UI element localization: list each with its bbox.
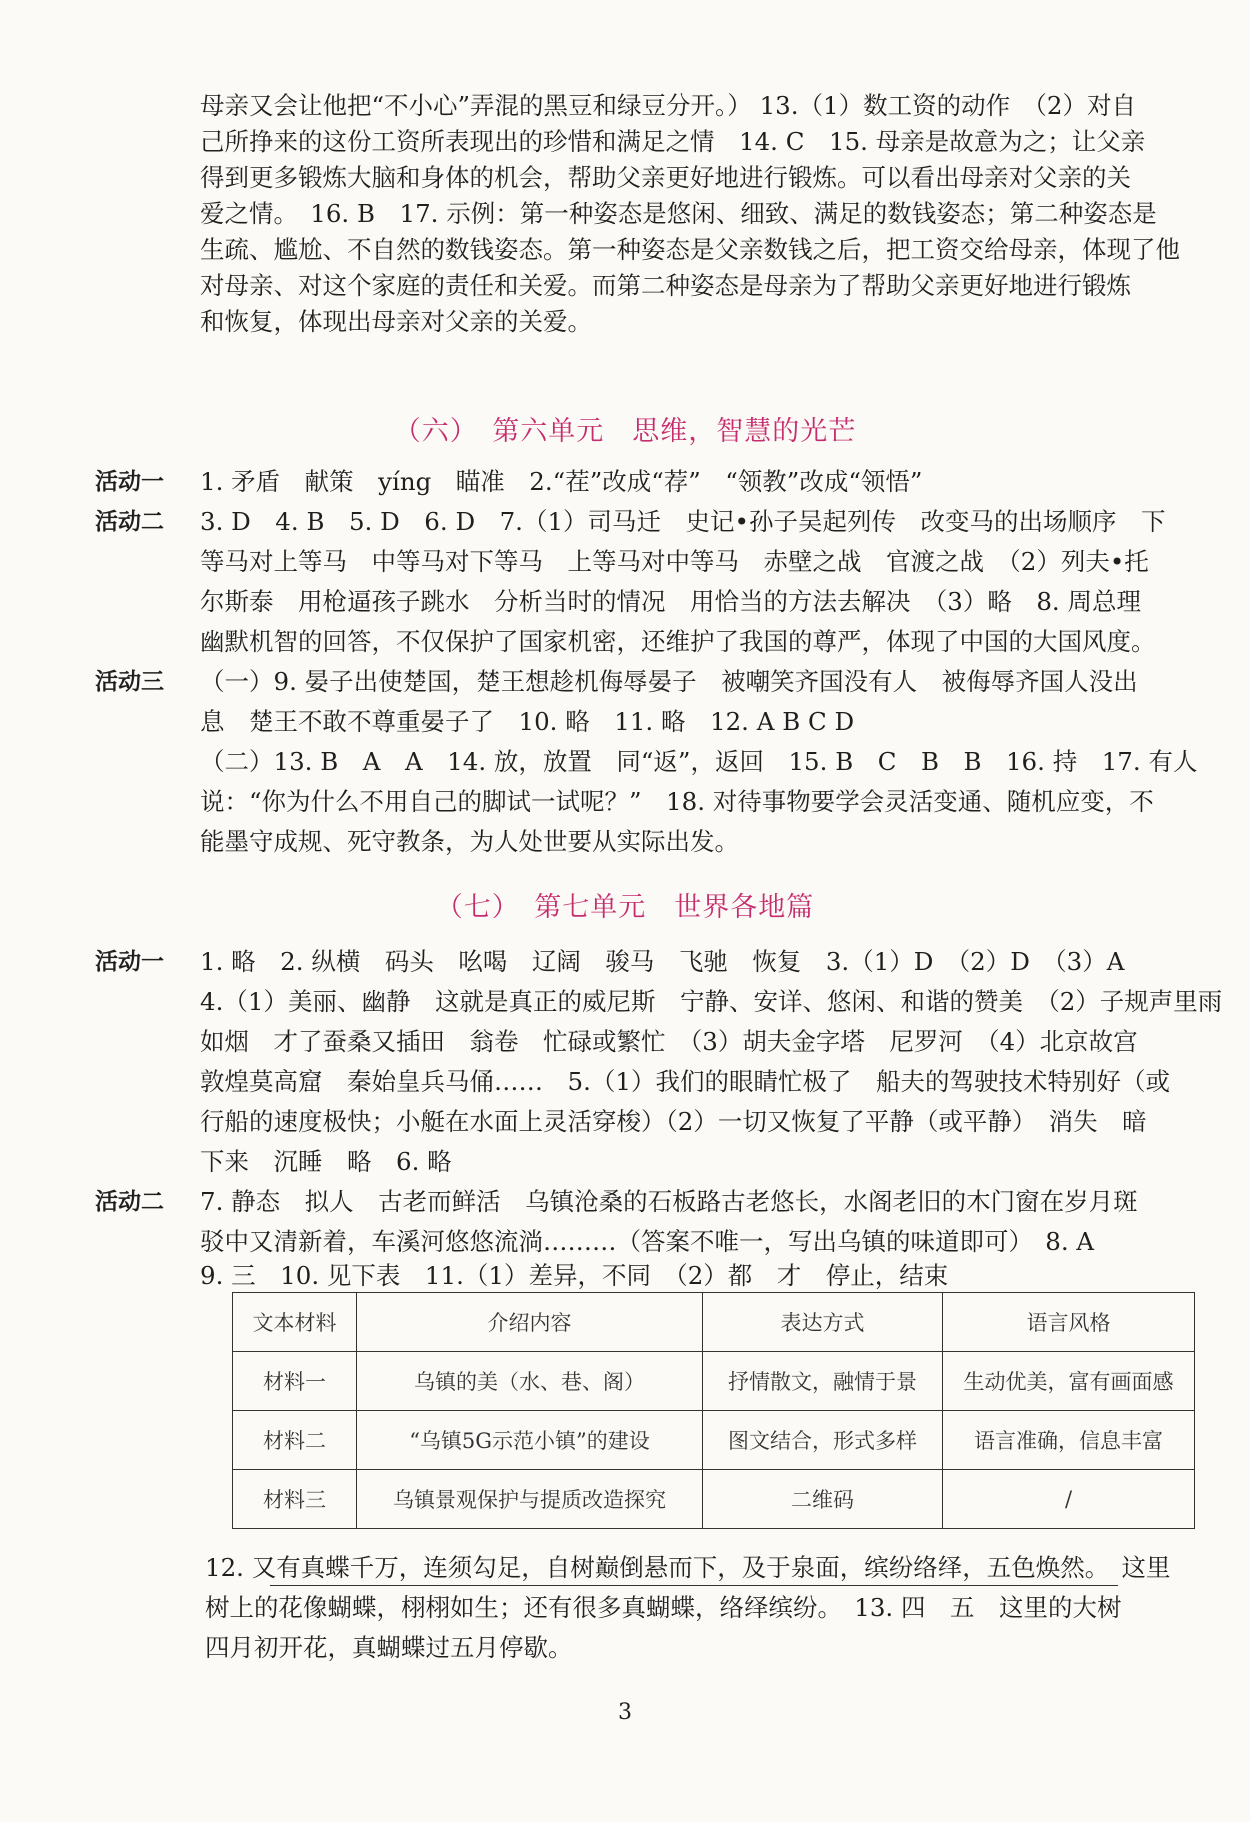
table-header-cell: 介绍内容 (357, 1293, 703, 1352)
unit7-activity1-line-3: 如烟 才了蚕桑又插田 翁卷 忙碌或繁忙 （3）胡夫金字塔 尼罗河 （4）北京故宫 (200, 1027, 1138, 1056)
page-number: 3 (618, 1700, 632, 1725)
intro-line-2: 己所挣来的这份工资所表现出的珍惜和满足之情 14. C 15. 母亲是故意为之；让父亲 (200, 127, 1146, 156)
unit7-activity1-line-2: 4.（1）美丽、幽静 这就是真正的威尼斯 宁静、安详、悠闲、和谐的赞美 （2）子规声里雨 (200, 987, 1223, 1016)
unit6-activity2-line-3: 尔斯泰 用枪逼孩子跳水 分析当时的情况 用恰当的方法去解决 （3）略 8. 周总理 (200, 587, 1141, 616)
table-row (233, 1470, 1195, 1529)
unit6-activity2-line-2: 等马对上等马 中等马对下等马 上等马对中等马 赤壁之战 官渡之战 （2）列夫•托 (200, 547, 1149, 576)
table-cell: 图文结合，形式多样 (703, 1411, 943, 1470)
unit7-tail-line-2: 树上的花像蝴蝶，栩栩如生；还有很多真蝴蝶，络绎缤纷。 13. 四 五 这里的大树 (205, 1593, 1122, 1622)
unit7-activity2-label: 活动二 (95, 1189, 164, 1215)
unit7-activity1-line-6: 下来 沉睡 略 6. 略 (200, 1147, 452, 1176)
table-header-row (233, 1293, 1195, 1352)
unit7-activity1-label: 活动一 (95, 949, 164, 975)
unit6-activity2-line-1: 3. D 4. B 5. D 6. D 7.（1）司马迁 史记•孙子吴起列传 改变马的出场顺序 下 (200, 507, 1166, 536)
table-cell: 生动优美，富有画面感 (943, 1352, 1195, 1411)
unit7-tail-line-3: 四月初开花，真蝴蝶过五月停歇。 (205, 1633, 573, 1662)
table-cell: 乌镇的美（水、巷、阁） (357, 1352, 703, 1411)
table-cell: 材料一 (233, 1352, 357, 1411)
unit6-activity3-line-2: 息 楚王不敢不尊重晏子了 10. 略 11. 略 12. A B C D (200, 707, 855, 736)
table-header-cell: 文本材料 (233, 1293, 357, 1352)
unit7-activity1-line-4: 敦煌莫高窟 秦始皇兵马俑…… 5.（1）我们的眼睛忙极了 船夫的驾驶技术特别好（或 (200, 1067, 1170, 1096)
unit6-activity2-label: 活动二 (95, 509, 164, 535)
unit6-activity3-label: 活动三 (95, 669, 164, 695)
unit6-activity3-part2-line-1: （二）13. B A A 14. 放，放置 同“返”，返回 15. B C B B 16. 持 17. 有人 (200, 747, 1198, 776)
quote-underline (270, 1585, 1118, 1586)
unit6-heading: （六） 第六单元 思维，智慧的光芒 (393, 416, 857, 447)
table-row (233, 1352, 1195, 1411)
intro-line-5: 生疏、尴尬、不自然的数钱姿态。第一种姿态是父亲数钱之后，把工资交给母亲，体现了他 (200, 235, 1180, 264)
table-cell: 材料三 (233, 1470, 357, 1529)
intro-line-7: 和恢复，体现出母亲对父亲的关爱。 (200, 307, 592, 336)
intro-line-6: 对母亲、对这个家庭的责任和关爱。而第二种姿态是母亲为了帮助父亲更好地进行锻炼 (200, 271, 1131, 300)
intro-line-1: 母亲又会让他把“不小心”弄混的黑豆和绿豆分开。） 13.（1）数工资的动作 （2）对自 (200, 91, 1136, 120)
unit7-activity2-line-1: 7. 静态 拟人 古老而鲜活 乌镇沧桑的石板路古老悠长，水阁老旧的木门窗在岁月斑 (200, 1187, 1138, 1216)
table-cell: “乌镇5G示范小镇”的建设 (357, 1411, 703, 1470)
table-cell: 二维码 (703, 1470, 943, 1529)
table-cell: / (943, 1470, 1195, 1529)
unit7-heading: （七） 第七单元 世界各地篇 (435, 892, 815, 923)
intro-line-4: 爱之情。 16. B 17. 示例：第一种姿态是悠闲、细致、满足的数钱姿态；第二种姿态是 (200, 199, 1157, 228)
unit7-q9-line: 9. 三 10. 见下表 11.（1）差异，不同 （2）都 才 停止，结束 (200, 1261, 949, 1290)
unit6-activity2-line-4: 幽默机智的回答，不仅保护了国家机密，还维护了我国的尊严，体现了中国的大国风度。 (200, 627, 1156, 656)
unit7-activity1-line-1: 1. 略 2. 纵横 码头 吆喝 辽阔 骏马 飞驰 恢复 3.（1）D （2）D （3）A (200, 947, 1125, 976)
table-row (233, 1411, 1195, 1470)
unit6-activity3-part2-line-2: 说：“你为什么不用自己的脚试一试呢？” 18. 对待事物要学会灵活变通、随机应变，不 (200, 787, 1154, 816)
unit7-activity1-line-5: 行船的速度极快；小艇在水面上灵活穿梭）（2）一切又恢复了平静（或平静） 消失 暗 (200, 1107, 1147, 1136)
materials-table (232, 1292, 1195, 1529)
table-header-cell: 表达方式 (703, 1293, 943, 1352)
unit7-tail-line-1: 12. 又有真蝶千万，连须勾足，自树巅倒悬而下，及于泉面，缤纷络绎，五色焕然。 这里 (205, 1553, 1171, 1582)
intro-line-3: 得到更多锻炼大脑和身体的机会，帮助父亲更好地进行锻炼。可以看出母亲对父亲的关 (200, 163, 1131, 192)
table-cell: 语言准确，信息丰富 (943, 1411, 1195, 1470)
unit6-activity3-line-1: （一）9. 晏子出使楚国，楚王想趁机侮辱晏子 被嘲笑齐国没有人 被侮辱齐国人没出 (200, 667, 1138, 696)
table-cell: 抒情散文，融情于景 (703, 1352, 943, 1411)
table-cell: 乌镇景观保护与提质改造探究 (357, 1470, 703, 1529)
table-cell: 材料二 (233, 1411, 357, 1470)
unit6-activity1-line-1: 1. 矛盾 献策 yíng 瞄准 2.“茬”改成“荐” “领教”改成“领悟” (200, 467, 923, 496)
unit7-activity2-line-2: 驳中又清新着，车溪河悠悠流淌………（答案不唯一，写出乌镇的味道即可） 8. A (200, 1227, 1095, 1256)
table-header-cell: 语言风格 (943, 1293, 1195, 1352)
unit6-activity3-part2-line-3: 能墨守成规、死守教条，为人处世要从实际出发。 (200, 827, 739, 856)
unit6-activity1-label: 活动一 (95, 469, 164, 495)
